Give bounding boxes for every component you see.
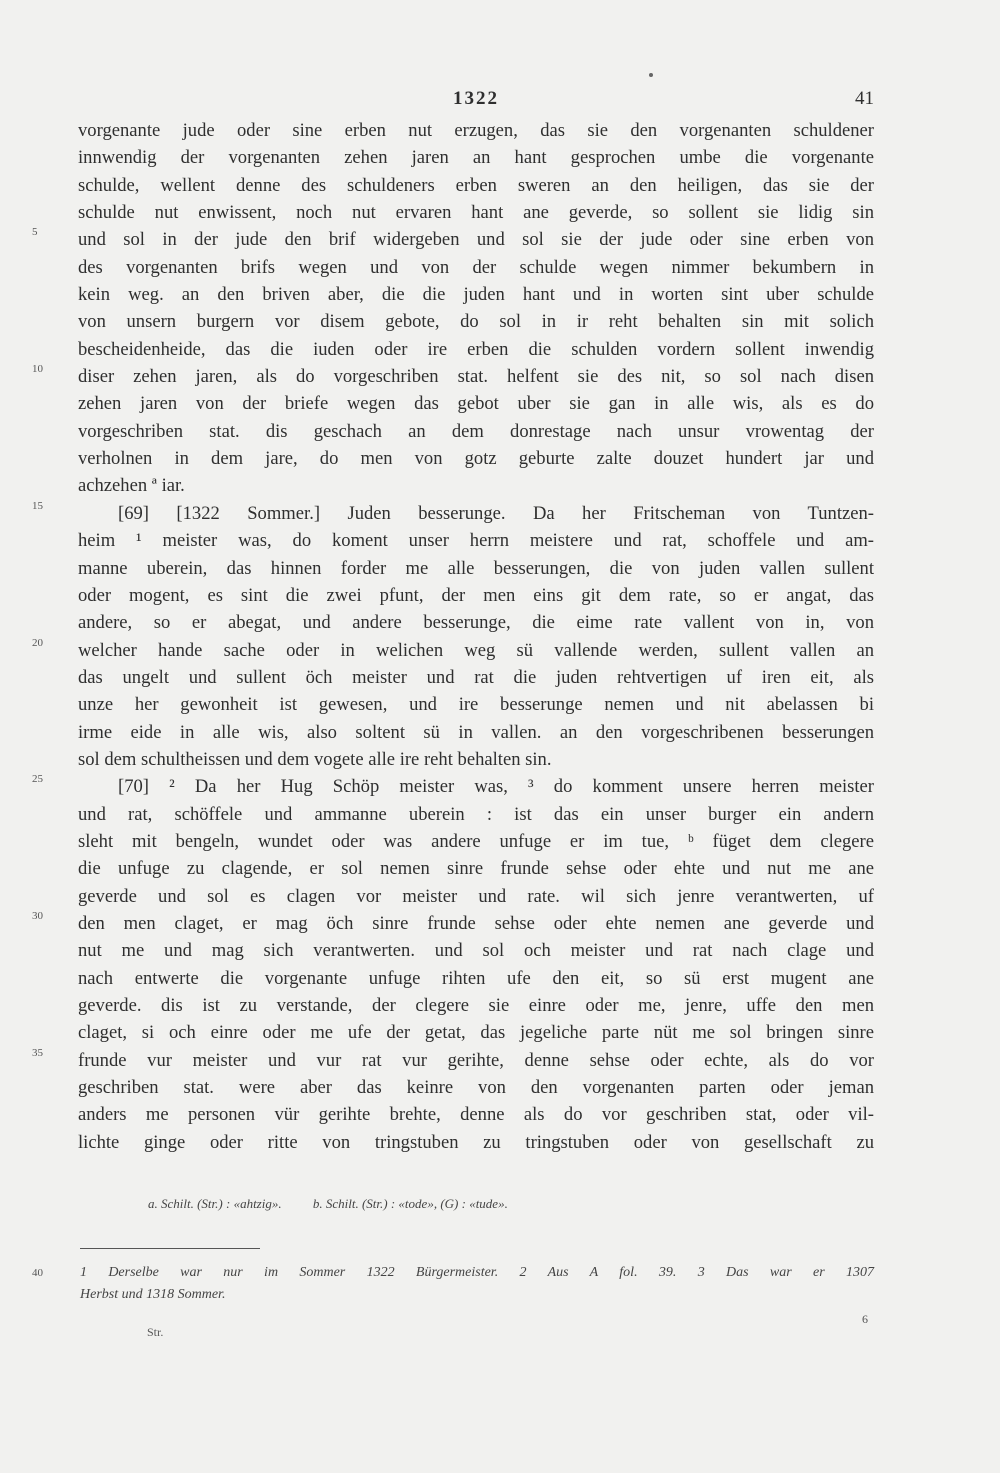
body-text [32, 117, 874, 1156]
line-number: 15 [32, 499, 43, 512]
text-line: lichte ginge oder ritte von tringstuben zu tringstuben oder von gesellschaft zu [78, 1131, 874, 1153]
text-line: claget, si och einre oder me ufe der getat, das jegeliche parte nüt me sol bringen sinre [78, 1022, 874, 1044]
text-line: den men claget, er mag öch sinre frunde sehse oder ehte nemen ane geverde und [78, 912, 874, 934]
text-line: [70] ² Da her Hug Schöp meister was, ³ do komment unsere herren meister [118, 776, 874, 798]
text-line: schulde nut enwissent, noch nut ervaren hant ane geverde, so sollent sie lidig sin [78, 202, 874, 224]
text-line: geverde und sol es clagen vor meister und rate. wil sich jenre verantwerten, uf [78, 885, 874, 907]
footnote-1: 1 Derselbe war nur im Sommer 1322 Bürgermeister. [80, 1265, 499, 1280]
text-row [32, 636, 874, 664]
text-row [78, 582, 874, 609]
footnote-line [32, 1262, 875, 1284]
text-line: oder mogent, es sint die zwei pfunt, der men eins git dem rate, so er angat, das [78, 584, 874, 606]
text-row [78, 719, 874, 746]
text-line: frunde vur meister und vur rat vur gerihte, denne sehse oder echte, als do vor [78, 1049, 874, 1071]
text-row [78, 144, 874, 171]
ink-dot [649, 73, 653, 77]
footnote-line [80, 1284, 874, 1306]
line-number: 25 [32, 773, 43, 786]
text-line: vorgenante jude oder sine erben nut erzugen, das sie den vorgenanten schuldener [78, 120, 874, 141]
text-row [78, 1101, 874, 1128]
text-line: andere, so er abegat, und andere besserunge, die eime rate vallent von in, von [78, 612, 874, 634]
text-line: irme eide in alle wis, also soltent sü in vallen. an den vorgeschribenen besserungen [78, 721, 874, 743]
text-line: und sol in der jude den brif widergeben und sol sie der jude oder sine erben von [78, 229, 874, 251]
text-row [32, 773, 874, 800]
page-year: 1322 [453, 88, 499, 109]
text-row [78, 937, 874, 964]
text-row [32, 909, 874, 937]
text-row [78, 199, 874, 226]
text-line: sleht mit bengeln, wundet oder was andere unfuge er im tue, ᵇ füget dem clegere [78, 830, 874, 852]
text-line: diser zehen jaren, als do vorgeschriben stat. helfent sie des nit, so sol nach disen [78, 366, 874, 388]
text-line: anders me personen vür gerihte brehte, denne als do vor geschriben stat, oder vil- [78, 1104, 874, 1126]
footnote-rule [80, 1248, 260, 1249]
text-row [78, 664, 874, 691]
text-row [32, 1046, 874, 1074]
text-line: des vorgenanten brifs wegen und von der schulde wegen nimmer bekumbern in [78, 256, 874, 278]
text-row [32, 363, 874, 390]
text-row [32, 499, 874, 527]
footnote-2: 2 Aus A fol. 39. [519, 1265, 677, 1280]
text-row [78, 390, 874, 417]
text-row [78, 992, 874, 1019]
text-row [78, 691, 874, 718]
text-line: sol dem schultheissen und dem vogete alle ire reht behalten sin. [78, 748, 552, 770]
text-line: innwendig der vorgenanten zehen jaren an hant gesprochen umbe die vorgenante [78, 147, 874, 169]
text-row [78, 281, 874, 308]
text-line: welcher hande sache oder in welichen weg sü vallende werden, sullent vallen an [78, 639, 874, 661]
text-row [78, 445, 874, 472]
text-line: achzehen ª iar. [78, 475, 185, 497]
line-number: 5 [32, 226, 38, 239]
text-line: zehen jaren von der briefe wegen das gebot uber sie gan in alle wis, als es do [78, 393, 874, 415]
text-line: nach entwerte die vorgenante unfuge rihten ufe den eit, so sü erst mugent ane [78, 967, 874, 989]
page-number: 41 [855, 88, 874, 109]
line-number: 30 [32, 909, 43, 922]
text-row [78, 883, 874, 910]
line-number: 40 [32, 1267, 43, 1279]
text-row [78, 828, 874, 855]
text-row [78, 418, 874, 445]
text-line: das ungelt und sullent öch meister und rat die juden rehtvertigen uf iren eit, als [78, 666, 874, 688]
text-line: geverde. dis ist zu verstande, der clegere sie einre oder me, jenre, uffe den men [78, 995, 874, 1016]
sheet-number: 6 [862, 1312, 868, 1326]
line-number: 10 [32, 363, 43, 376]
text-line: unze her gewonheit ist gewesen, und ire besserunge nemen und nit abelassen bi [78, 694, 874, 716]
text-row [78, 527, 874, 554]
text-line: kein weg. an den briven aber, die die juden hant und in worten sint uber schulde [78, 284, 874, 306]
text-line: vorgeschriben stat. dis geschach an dem donrestage nach unsur vrowentag der [78, 420, 874, 442]
text-row [78, 1074, 874, 1101]
critical-apparatus [148, 1196, 536, 1212]
text-row [78, 172, 874, 199]
text-row [78, 855, 874, 882]
footnote-3-continued: Herbst und 1318 Sommer. [80, 1287, 226, 1302]
text-row [78, 1129, 874, 1156]
text-line: heim ¹ meister was, do koment unser herrn meistere und rat, schoffele und am- [78, 530, 874, 552]
text-line: die unfuge zu clagende, er sol nemen sinre frunde sehse oder ehte und nut me ane [78, 858, 874, 880]
text-line: verholnen in dem jare, do men von gotz geburte zalte douzet hundert jar und [78, 448, 874, 470]
text-row [78, 555, 874, 582]
line-number: 35 [32, 1046, 43, 1059]
text-row [78, 117, 874, 144]
text-row [78, 308, 874, 335]
line-number: 20 [32, 636, 43, 649]
text-row [78, 609, 874, 636]
text-row [32, 226, 874, 253]
text-row [78, 965, 874, 992]
footnote-3: 3 Das war er 1307 [697, 1265, 875, 1280]
apparatus-note-a: a. Schilt. (Str.) : «ahtzig». [148, 1196, 282, 1211]
footnotes [32, 1262, 875, 1306]
text-line: manne uberein, das hinnen forder me alle besserungen, die von juden vallen sullent [78, 557, 874, 579]
text-row [78, 472, 874, 499]
text-line: bescheidenheide, das die iuden oder ire erben die schulden vordern sollent inwendig [78, 338, 874, 360]
text-line: und rat, schöffele und ammanne uberein : ist das ein unser burger ein andern [78, 803, 874, 825]
text-line: nut me und mag sich verantwerten. und sol och meister und rat nach clage und [78, 940, 874, 962]
running-head [78, 86, 874, 116]
text-line: geschriben stat. were aber das keinre von den vorgenanten parten oder jeman [78, 1077, 874, 1099]
text-row [78, 254, 874, 281]
text-row [78, 801, 874, 828]
text-line: [69] [1322 Sommer.] Juden besserunge. Da her Fritscheman von Tuntzen- [118, 502, 874, 524]
text-row [78, 1019, 874, 1046]
text-row [78, 746, 874, 773]
text-line: von unsern burgern vor disem gebote, do sol in ir reht behalten sin mit solich [78, 311, 874, 333]
text-line: schulde, wellent denne des schuldeners erben sweren an den heiligen, das sie der [78, 174, 874, 196]
apparatus-note-b: b. Schilt. (Str.) : «tode», (G) : «tude». [312, 1196, 508, 1211]
text-row [78, 336, 874, 363]
signature-mark: Str. [147, 1325, 164, 1339]
